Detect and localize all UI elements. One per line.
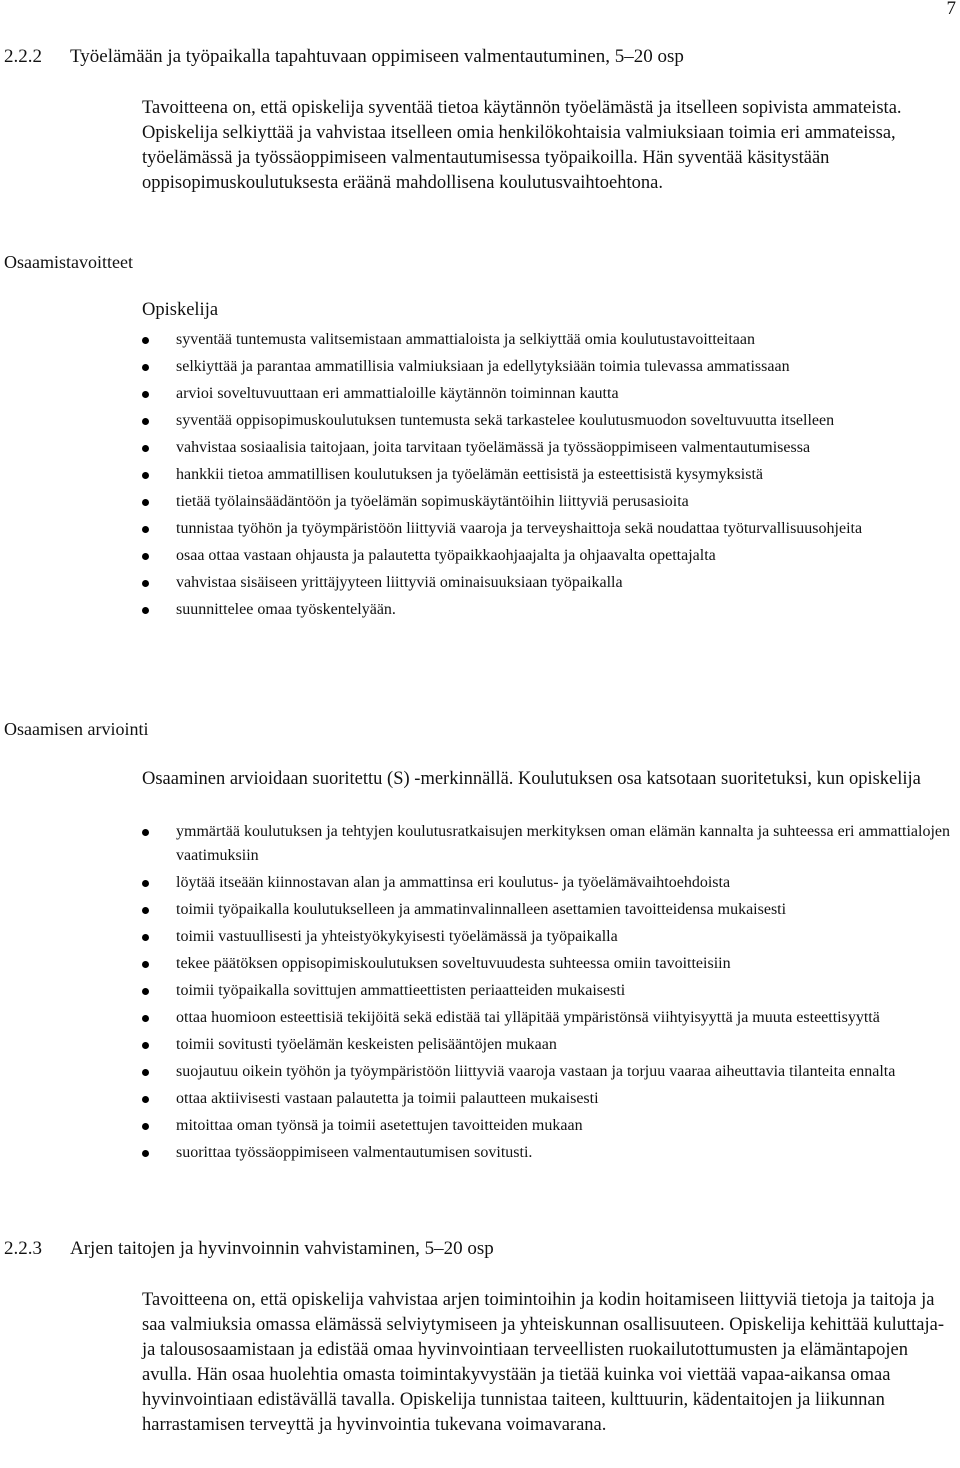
list-item: tunnistaa työhön ja työympäristöön liittyviä vaaroja ja terveyshaittoja sekä noudattaa työturvallisuusohjeita (142, 517, 956, 541)
section-intro-paragraph: Tavoitteena on, että opiskelija vahvistaa arjen toimintoihin ja kodin hoitamiseen liittyviä tietoja ja taitoja ja saa valmiuksia omassa elämässä selviytymiseen ja yhteiskunnan osallisuuteen. Opiskelija kehittää kuluttaja- ja talousosaamistaan ja edistää omaa hyvinvointiaan terveellisten ruokailutottumusten ja elämäntapojen avulla. Hän osaa huolehtia omasta toimintakyvystään ja tietää kuinka voi viettää vapaa-aikansa omaa hyvinvointiaan edistävällä tavalla. Opiskelija tunnistaa taiteen, kulttuurin, kädentaitojen ja liikunnan harrastamisen terveyttä ja hyvinvointia tukevana voimavarana. (142, 1290, 944, 1435)
list-item: tekee päätöksen oppisopimiskoulutuksen soveltuvuudesta suhteessa omiin tavoitteisiin (142, 952, 956, 976)
list-item: toimii työpaikalla sovittujen ammattieettisten periaatteiden mukaisesti (142, 979, 956, 1003)
section-title: Työelämään ja työpaikalla tapahtuvaan oppimiseen valmentautuminen, 5–20 osp (70, 46, 684, 67)
list-item: syventää oppisopimuskoulutuksen tuntemusta sekä tarkastelee koulutusmuodon soveltuvuutta itselleen (142, 409, 956, 433)
list-item: toimii vastuullisesti ja yhteistyökykyisesti työelämässä ja työpaikalla (142, 925, 956, 949)
list-item: osaa ottaa vastaan ohjausta ja palautetta työpaikkaohjaajalta ja ohjaavalta opettajalta (142, 544, 956, 568)
list-item: mitoittaa oman työnsä ja toimii asetettujen tavoitteiden mukaan (142, 1114, 956, 1138)
section-heading-2-2-3 (4, 1238, 494, 1260)
list-item: suunnittelee omaa työskentelyään. (142, 598, 956, 622)
list-item: toimii työpaikalla koulutukselleen ja ammatinvalinnalleen asettamien tavoitteidensa mukaisesti (142, 898, 956, 922)
list-item: arvioi soveltuvuuttaan eri ammattialoille käytännön toiminnan kautta (142, 382, 956, 406)
goals-intro: Opiskelija (142, 300, 219, 320)
assessment-intro: Osaaminen arvioidaan suoritettu (S) -merkinnällä. Koulutuksen osa katsotaan suoritetuksi, kun opiskelija (142, 769, 921, 789)
section-number: 2.2.3 (4, 1238, 42, 1259)
goals-label: Osaamistavoitteet (4, 252, 133, 272)
list-item: toimii sovitusti työelämän keskeisten pelisääntöjen mukaan (142, 1033, 956, 1057)
list-item: vahvistaa sosiaalisia taitojaan, joita tarvitaan työelämässä ja työssäoppimiseen valmentautumisessa (142, 436, 956, 460)
assessment-label: Osaamisen arviointi (4, 719, 149, 739)
section-intro-paragraph: Tavoitteena on, että opiskelija syventää tietoa käytännön työelämästä ja itselleen sopivista ammateista. Opiskelija selkiyttää ja vahvistaa itselleen omia henkilökohtaisia valmiuksiaan toimia eri ammateissa, työelämässä ja työssäoppimiseen valmentautumisessa työpaikoilla. Hän syventää käsitystään oppisopimuskoulutuksesta eräänä mahdollisena koulutusvaihtoehtona. (142, 98, 902, 193)
section-heading-2-2-2 (4, 46, 684, 68)
list-item: suojautuu oikein työhön ja työympäristöön liittyviä vaaroja vastaan ja torjuu vaaraa aiheuttavia tilanteita ennalta (142, 1060, 956, 1084)
section-title: Arjen taitojen ja hyvinvoinnin vahvistaminen, 5–20 osp (70, 1238, 494, 1259)
list-item: ottaa aktiivisesti vastaan palautetta ja toimii palautteen mukaisesti (142, 1087, 956, 1111)
list-item: ymmärtää koulutuksen ja tehtyjen koulutusratkaisujen merkityksen oman elämän kannalta ja suhteessa eri ammattialojen vaatimuksiin (142, 820, 956, 868)
list-item: ottaa huomioon esteettisiä tekijöitä sekä edistää tai ylläpitää ympäristönsä viihtyisyyttä ja muuta esteettisyyttä (142, 1006, 956, 1030)
list-item: hankkii tietoa ammatillisen koulutuksen ja työelämän eettisistä ja esteettisistä kysymyksistä (142, 463, 956, 487)
list-item: selkiyttää ja parantaa ammatillisia valmiuksiaan ja edellytyksiään toimia tulevassa ammatissaan (142, 355, 956, 379)
list-item: vahvistaa sisäiseen yrittäjyyteen liittyviä ominaisuuksiaan työpaikalla (142, 571, 956, 595)
page-number: 7 (946, 0, 956, 19)
list-item: löytää itseään kiinnostavan alan ja ammattinsa eri koulutus- ja työelämävaihtoehdoista (142, 871, 956, 895)
list-item: syventää tuntemusta valitsemistaan ammattialoista ja selkiyttää omia koulutustavoitteitaan (142, 328, 956, 352)
section-number: 2.2.2 (4, 46, 42, 67)
list-item: tietää työlainsäädäntöön ja työelämän sopimuskäytäntöihin liittyviä perusasioita (142, 490, 956, 514)
goals-list (142, 328, 956, 625)
assessment-list (142, 820, 956, 1168)
list-item: suorittaa työssäoppimiseen valmentautumisen sovitusti. (142, 1141, 956, 1165)
